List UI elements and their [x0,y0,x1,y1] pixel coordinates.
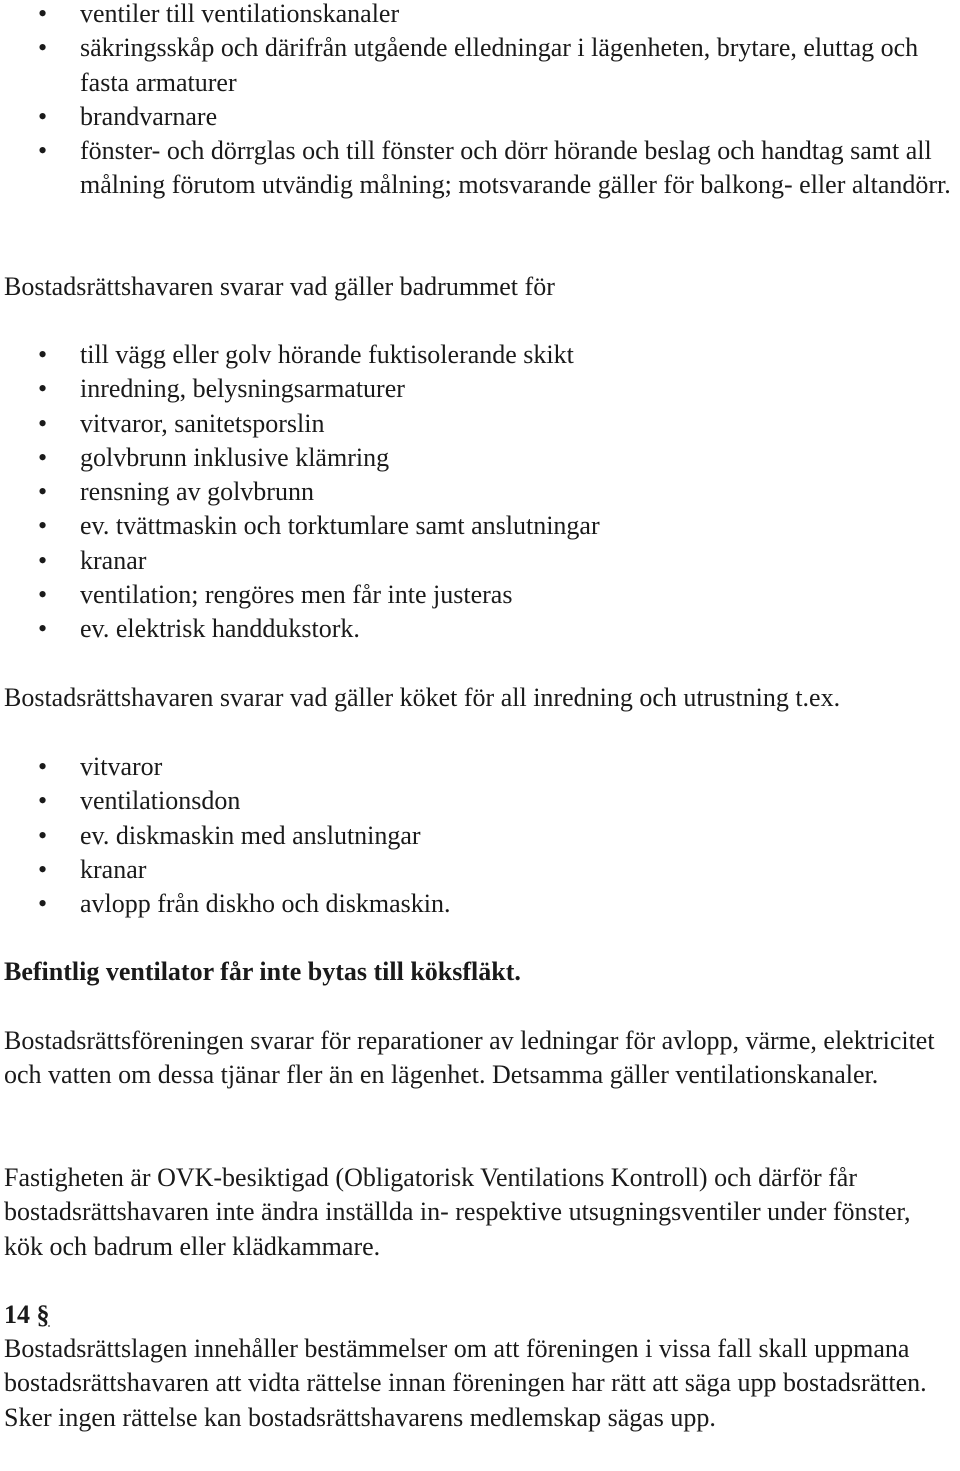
ventilator-notice: Befintlig ventilator får inte bytas till köksfläkt. [4,957,521,986]
kitchen-intro: Bostadsrättshavaren svarar vad gäller köket för all inredning och utrustning t.ex. [4,683,841,712]
list-item-text: inredning, belysningsarmaturer [80,374,405,404]
bullet-icon: • [38,0,48,28]
bullet-icon: • [38,408,48,438]
list-item-text: golvbrunn inklusive klämring [80,442,390,472]
list-item-text: till vägg eller golv hörande fuktisolerande skikt [80,340,574,369]
list-item-text: säkringsskåp och därifrån utgående elledningar i lägenheten, brytare, eluttag och fasta armaturer [80,33,919,97]
bathroom-bullet-list [0,338,960,647]
list-item-text: ventilation; rengöres men får inte justeras [80,580,513,610]
bullet-icon: • [38,33,48,63]
bullet-icon: • [38,580,48,610]
list-item-text: fönster- och dörrglas och till fönster och dörr hörande beslag och handtag samt all målning förutom utvändig målning; motsvarande gäller för balkong- eller altandörr. [80,136,951,200]
section-symbol: § [36,1300,50,1329]
list-item [0,612,960,646]
list-item [0,544,960,578]
bullet-icon: • [38,477,48,507]
list-item-text: kranar [80,545,147,575]
list-item-text: brandvarnare [80,101,218,131]
list-item [0,407,960,441]
list-item-text: rensning av golvbrunn [80,477,314,507]
list-item-text: vitvaror, sanitetsporslin [80,408,325,438]
list-item-text: ev. elektrisk handdukstork. [80,614,360,644]
bullet-icon: • [38,614,48,644]
bullet-icon: • [38,820,48,850]
list-item [0,134,960,203]
bullet-icon: • [38,889,48,919]
bullet-icon: • [38,136,48,166]
association-responsibility-paragraph: Bostadsrättsföreningen svarar för reparationer av ledningar för avlopp, värme, elektricitet och vatten om dessa tjänar fler än en lägenhet. Detsamma gäller ventilationskanaler. [4,1026,935,1090]
bullet-icon: • [38,374,48,404]
list-item [0,750,960,784]
list-item [0,475,960,509]
list-item-text: kranar [80,854,147,884]
bathroom-intro: Bostadsrättshavaren svarar vad gäller badrummet för [4,272,555,301]
bullet-icon: • [38,752,48,781]
list-item [0,0,960,31]
list-item [0,338,960,372]
bullet-icon: • [38,340,48,369]
list-item [0,819,960,853]
list-item-text: ventiler till ventilationskanaler [80,0,400,28]
bullet-icon: • [38,854,48,884]
list-item [0,31,960,100]
list-item [0,853,960,887]
list-item-text: avlopp från diskho och diskmaskin. [80,889,451,919]
bullet-icon: • [38,511,48,541]
bullet-icon: • [38,545,48,575]
list-item [0,100,960,134]
top-bullet-list [0,0,960,203]
list-item [0,887,960,921]
list-item [0,509,960,543]
kitchen-bullet-list [0,750,960,921]
ovk-paragraph: Fastigheten är OVK-besiktigad (Obligatorisk Ventilations Kontroll) och därför får bostadsrättshavaren inte ändra inställda in- respektive utsugningsventiler under fönster, kök och badrum eller klädkammare. [4,1163,911,1261]
section-number: 14 [4,1300,30,1329]
list-item [0,578,960,612]
bullet-icon: • [38,786,48,816]
list-item [0,372,960,406]
bullet-icon: • [38,101,48,131]
list-item [0,441,960,475]
list-item-text: vitvaror [80,752,163,781]
list-item-text: ventilationsdon [80,786,241,816]
section-paragraph: Bostadsrättslagen innehåller bestämmelser om att föreningen i vissa fall skall uppmana bostadsrättshavaren att vidta rättelse innan föreningen har rätt att säga upp bostadsrätten. Sker ingen rättelse kan bostadsrättshavarens medlemskap sägas upp. [4,1334,927,1432]
list-item-text: ev. tvättmaskin och torktumlare samt anslutningar [80,511,600,541]
bullet-icon: • [38,442,48,472]
list-item [0,784,960,818]
section-heading [4,1298,50,1332]
list-item-text: ev. diskmaskin med anslutningar [80,820,421,850]
